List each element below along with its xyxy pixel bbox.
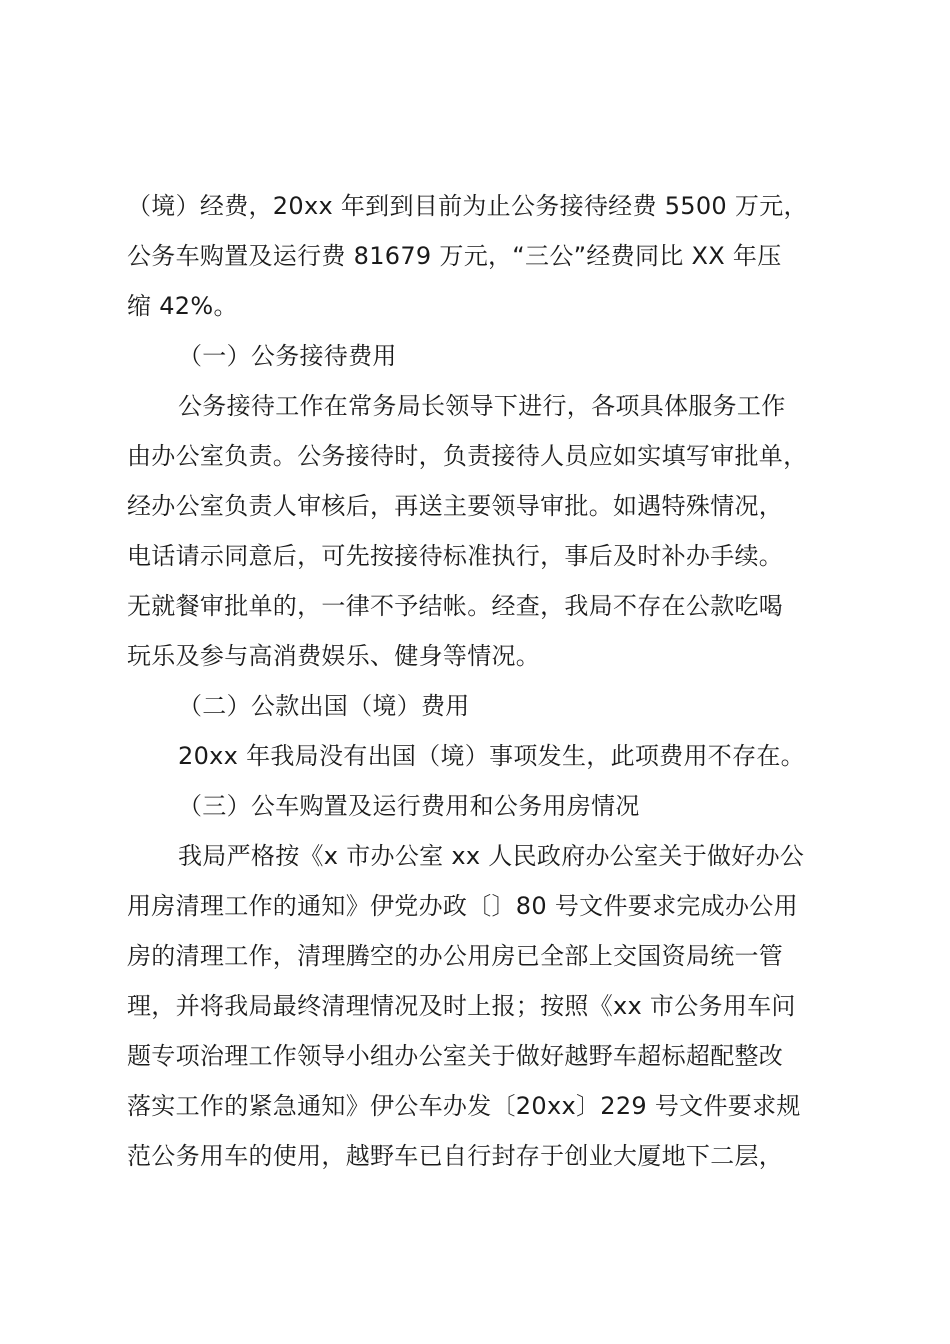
body-text-line: 公务车购置及运行费 81679 万元，“三公”经费同比 XX 年压 — [127, 242, 782, 270]
body-text-line: 由办公室负责。公务接待时，负责接待人员应如实填写审批单， — [127, 442, 808, 470]
section-heading-2: （二）公款出国（境）费用 — [178, 692, 470, 720]
body-text-line: 房的清理工作，清理腾空的办公用房已全部上交国资局统一管 — [127, 942, 784, 970]
body-text-line: 电话请示同意后，可先按接待标准执行，事后及时补办手续。 — [127, 542, 784, 570]
section-heading-1: （一）公务接待费用 — [178, 342, 397, 370]
paragraph-start: 我局严格按《x 市办公室 xx 人民政府办公室关于做好办公 — [178, 842, 805, 870]
body-text-line: 玩乐及参与高消费娱乐、健身等情况。 — [127, 642, 541, 670]
section-heading-3: （三）公车购置及运行费用和公务用房情况 — [178, 792, 640, 820]
paragraph-start: 公务接待工作在常务局长领导下进行，各项具体服务工作 — [178, 392, 786, 420]
body-text-line: 理，并将我局最终清理情况及时上报；按照《xx 市公务用车问 — [127, 992, 796, 1020]
body-text-line: 经办公室负责人审核后，再送主要领导审批。如遇特殊情况， — [127, 492, 784, 520]
body-text-line: （境）经费，20xx 年到到目前为止公务接待经费 5500 万元， — [127, 192, 808, 220]
paragraph-start: 20xx 年我局没有出国（境）事项发生，此项费用不存在。 — [178, 742, 805, 770]
body-text-line: 无就餐审批单的，一律不予结帐。经查，我局不存在公款吃喝 — [127, 592, 784, 620]
body-text-line: 缩 42%。 — [127, 292, 238, 320]
body-text-line: 落实工作的紧急通知》伊公车办发〔20xx〕229 号文件要求规 — [127, 1092, 801, 1120]
body-text-line: 范公务用车的使用，越野车已自行封存于创业大厦地下二层， — [127, 1142, 784, 1170]
body-text-line: 题专项治理工作领导小组办公室关于做好越野车超标超配整改 — [127, 1042, 784, 1070]
body-text-line: 用房清理工作的通知》伊党办政〔〕80 号文件要求完成办公用 — [127, 892, 798, 920]
